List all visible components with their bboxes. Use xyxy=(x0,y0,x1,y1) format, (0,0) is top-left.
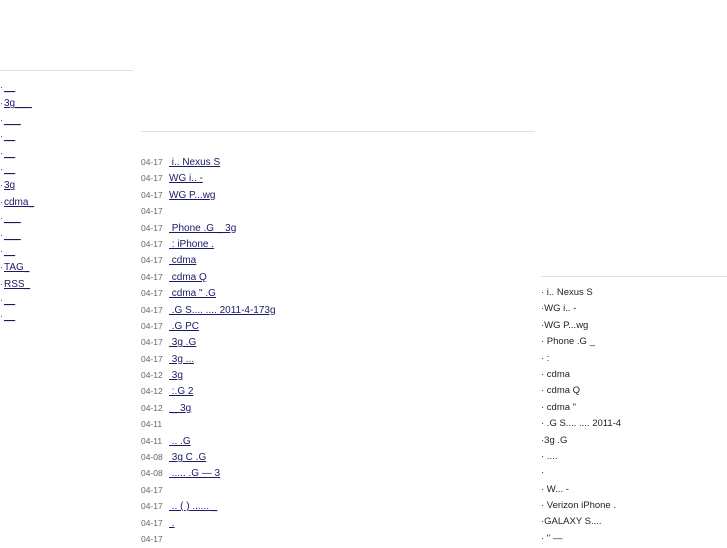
news-item xyxy=(141,170,276,186)
left-sidebar-link-tag[interactable]: TAG_ xyxy=(4,262,30,274)
left-sidebar-link[interactable]: __ xyxy=(4,295,16,307)
news-link[interactable]: cdma xyxy=(169,255,197,267)
news-link[interactable]: Phone .G _ 3g xyxy=(169,222,237,234)
bullet: · xyxy=(0,213,3,224)
news-link[interactable]: .. ( ) ...... _ xyxy=(169,501,218,513)
left-sidebar-item xyxy=(0,308,34,324)
left-sidebar-item xyxy=(0,79,34,95)
news-item xyxy=(141,318,276,334)
bullet: · xyxy=(0,229,3,240)
bullet: · xyxy=(0,311,3,322)
related-item[interactable]: · .... xyxy=(541,450,558,462)
news-item xyxy=(141,203,276,219)
news-item xyxy=(141,449,276,465)
news-link[interactable]: WG i.. - xyxy=(169,173,203,185)
news-item xyxy=(141,154,276,170)
news-date: 04-11 xyxy=(141,435,163,446)
bullet: · xyxy=(0,114,3,125)
left-sidebar-link[interactable]: ___ xyxy=(4,213,21,225)
left-sidebar-link[interactable]: cdma_ xyxy=(4,196,35,208)
news-item xyxy=(141,351,276,367)
news-item xyxy=(141,334,276,350)
news-item xyxy=(141,269,276,285)
bullet: · xyxy=(0,245,3,256)
news-date: 04-17 xyxy=(141,271,163,282)
related-item[interactable]: · W... - xyxy=(541,483,569,495)
left-sidebar-item xyxy=(0,259,34,275)
news-date: 04-12 xyxy=(141,402,163,413)
news-date: 04-17 xyxy=(141,304,163,315)
left-sidebar-item xyxy=(0,145,34,161)
news-date: 04-17 xyxy=(141,206,163,217)
left-sidebar-item xyxy=(0,276,34,292)
news-date: 04-08 xyxy=(141,468,163,479)
related-item[interactable]: · cdma " xyxy=(541,401,577,413)
news-link[interactable]: .G PC xyxy=(169,320,200,332)
news-date: 04-12 xyxy=(141,386,163,397)
news-link[interactable]: : iPhone . xyxy=(169,238,215,250)
related-item[interactable]: · : xyxy=(541,352,550,364)
news-link[interactable]: _ 3g xyxy=(169,402,192,414)
left-sidebar-item xyxy=(0,95,34,111)
news-item xyxy=(141,187,276,203)
bullet: · xyxy=(0,180,3,191)
bullet: · xyxy=(0,278,3,289)
news-date: 04-12 xyxy=(141,370,163,381)
left-sidebar-link-rss[interactable]: RSS_ xyxy=(4,278,31,290)
left-sidebar-divider xyxy=(0,70,133,71)
news-item xyxy=(141,482,276,498)
news-date: 04-17 xyxy=(141,189,163,200)
news-date: 04-17 xyxy=(141,533,163,544)
left-sidebar-link[interactable]: __ xyxy=(4,131,16,143)
news-item xyxy=(141,302,276,318)
news-date: 04-17 xyxy=(141,320,163,331)
news-date: 04-08 xyxy=(141,452,163,463)
news-link[interactable]: cdma " .G xyxy=(169,288,216,300)
bullet: · xyxy=(0,147,3,158)
related-item[interactable]: · i.. Nexus S xyxy=(541,287,593,298)
left-sidebar-item xyxy=(0,210,34,226)
bullet: · xyxy=(0,98,3,109)
left-sidebar-link[interactable]: ___ xyxy=(4,114,21,126)
news-date: 04-17 xyxy=(141,501,163,512)
left-sidebar-link[interactable]: __ xyxy=(4,163,16,175)
related-item[interactable]: ·3g .G xyxy=(541,434,568,446)
left-sidebar-link[interactable]: __ xyxy=(4,82,16,93)
news-date: 04-17 xyxy=(141,337,163,348)
left-sidebar-link[interactable]: 3g___ xyxy=(4,98,32,110)
bullet: · xyxy=(0,262,3,273)
news-item xyxy=(141,400,276,416)
news-date: 04-17 xyxy=(141,173,163,184)
right-column-divider xyxy=(541,276,727,277)
news-link[interactable]: 3g ... xyxy=(169,353,195,365)
news-date: 04-17 xyxy=(141,353,163,364)
related-list xyxy=(541,285,727,547)
news-item xyxy=(141,285,276,301)
news-link[interactable]: 3g C .G xyxy=(169,452,207,464)
left-sidebar-item xyxy=(0,128,34,144)
bullet: · xyxy=(0,131,3,142)
news-date: 04-17 xyxy=(141,222,163,233)
left-sidebar-link[interactable]: __ xyxy=(4,147,16,159)
news-item xyxy=(141,220,276,236)
news-item xyxy=(141,416,276,432)
news-link[interactable]: WG P...wg xyxy=(169,189,216,201)
news-item xyxy=(141,515,276,531)
news-list xyxy=(141,154,276,547)
bullet: · xyxy=(0,295,3,306)
bullet: · xyxy=(0,196,3,207)
news-link[interactable]: cdma Q xyxy=(169,271,207,283)
news-item xyxy=(141,383,276,399)
news-link[interactable]: .. .G xyxy=(169,435,191,447)
news-item xyxy=(141,433,276,449)
left-sidebar-link[interactable]: 3g xyxy=(4,180,16,192)
left-sidebar-item xyxy=(0,227,34,243)
related-item[interactable]: · " — xyxy=(541,532,563,544)
news-date: 04-17 xyxy=(141,517,163,528)
news-date: 04-17 xyxy=(141,288,163,299)
news-link[interactable]: i.. Nexus S xyxy=(169,157,221,168)
news-item xyxy=(141,367,276,383)
news-link[interactable]: ..... .G — 3 xyxy=(169,468,221,480)
related-item[interactable]: · .G S.... .... 2011-4 xyxy=(541,418,622,430)
news-link[interactable]: . xyxy=(169,517,175,529)
news-item xyxy=(141,252,276,268)
related-item[interactable]: ·WG i.. - xyxy=(541,303,577,315)
bullet: · xyxy=(0,82,3,92)
left-sidebar-item xyxy=(0,292,34,308)
left-sidebar-links xyxy=(0,79,34,325)
news-link[interactable]: .G S.... .... 2011-4-173g xyxy=(169,304,276,316)
related-item[interactable]: · cdma xyxy=(541,368,571,380)
news-item xyxy=(141,465,276,481)
news-item xyxy=(141,498,276,514)
left-sidebar-item xyxy=(0,112,34,128)
news-item xyxy=(141,236,276,252)
left-sidebar-item xyxy=(0,243,34,259)
related-item[interactable]: · Verizon iPhone . xyxy=(541,500,616,512)
related-item[interactable]: · cdma Q xyxy=(541,385,581,397)
related-item[interactable]: ·GALAXY S.... xyxy=(541,516,602,528)
left-sidebar-link[interactable]: __ xyxy=(4,311,16,323)
left-sidebar-item xyxy=(0,177,34,193)
left-sidebar-link[interactable]: ___ xyxy=(4,229,21,241)
news-link[interactable]: 3g .G xyxy=(169,337,197,349)
related-item[interactable]: · xyxy=(541,467,545,479)
news-date: 04-17 xyxy=(141,484,163,495)
left-sidebar-link[interactable]: __ xyxy=(4,245,16,257)
left-sidebar-item xyxy=(0,161,34,177)
related-item[interactable]: ·WG P...wg xyxy=(541,319,589,331)
news-link[interactable]: :.G 2 xyxy=(169,386,194,398)
bullet: · xyxy=(0,163,3,174)
related-item[interactable]: · Phone .G _ xyxy=(541,336,595,348)
main-list-divider xyxy=(141,131,535,132)
news-link[interactable]: 3g xyxy=(169,370,183,382)
news-date: 04-17 xyxy=(141,255,163,266)
news-date: 04-11 xyxy=(141,419,163,430)
news-date: 04-17 xyxy=(141,238,163,249)
news-date: 04-17 xyxy=(141,157,163,167)
left-sidebar-item xyxy=(0,194,34,210)
